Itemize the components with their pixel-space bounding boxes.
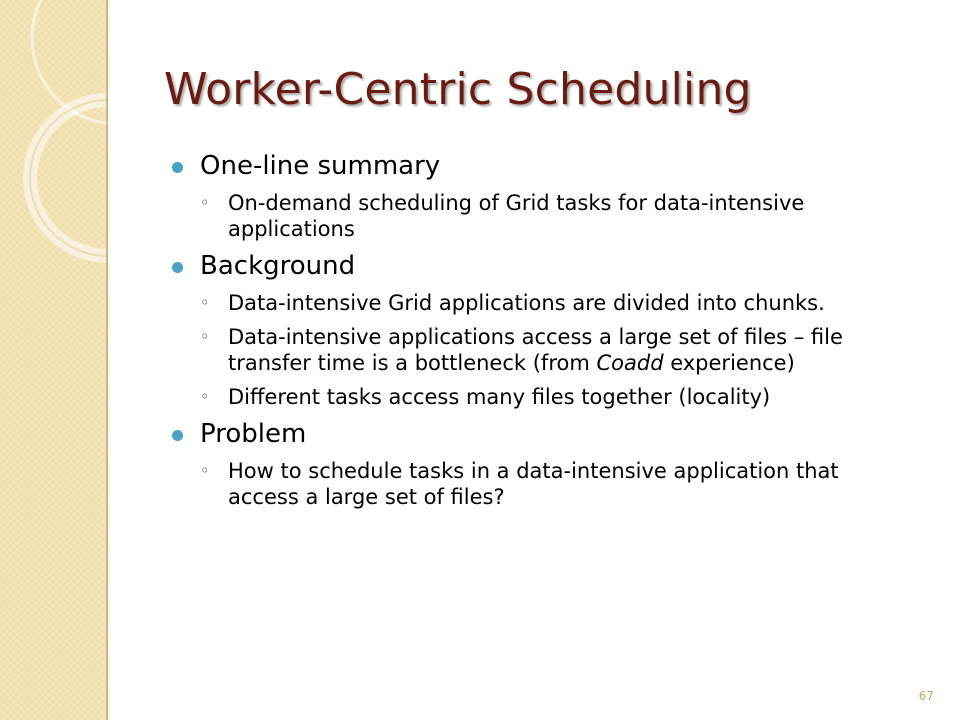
item-emphasis: Coadd [596, 351, 664, 375]
bullet-dot [172, 262, 183, 273]
section-heading: Background [200, 251, 356, 281]
slide-title: Worker-Centric Scheduling [164, 64, 752, 115]
section-heading: Problem [200, 419, 307, 449]
item-text-after: experience) [663, 351, 795, 375]
sub-bullet: ◦ [200, 387, 210, 406]
decorative-sidebar [0, 0, 108, 720]
item-text: Data-intensive Grid applications are divided into chunks. [228, 291, 825, 315]
page-number: 67 [918, 689, 934, 703]
sub-bullet: ◦ [200, 327, 210, 346]
list-item [200, 384, 932, 410]
section-one-line-summary [172, 150, 932, 182]
bullet-dot [172, 162, 183, 173]
list-item [200, 458, 932, 510]
section-heading: One-line summary [200, 151, 441, 181]
list-item [200, 290, 932, 316]
bullet-dot [172, 430, 183, 441]
sub-bullet: ◦ [200, 193, 210, 212]
list-item [200, 190, 932, 242]
item-text: How to schedule tasks in a data-intensive application that access a large set of files? [228, 459, 839, 509]
decorative-circles [0, 0, 106, 720]
list-item [200, 324, 932, 376]
item-text-before: Data-intensive applications access a large set of files – file transfer time is a bottleneck (from [228, 325, 843, 375]
item-text: On-demand scheduling of Grid tasks for data-intensive applications [228, 191, 805, 241]
section-problem [172, 418, 932, 450]
bullet-list [172, 150, 932, 510]
item-text: Different tasks access many files together (locality) [228, 385, 771, 409]
sub-bullet: ◦ [200, 461, 210, 480]
section-background [172, 250, 932, 282]
sub-bullet: ◦ [200, 293, 210, 312]
